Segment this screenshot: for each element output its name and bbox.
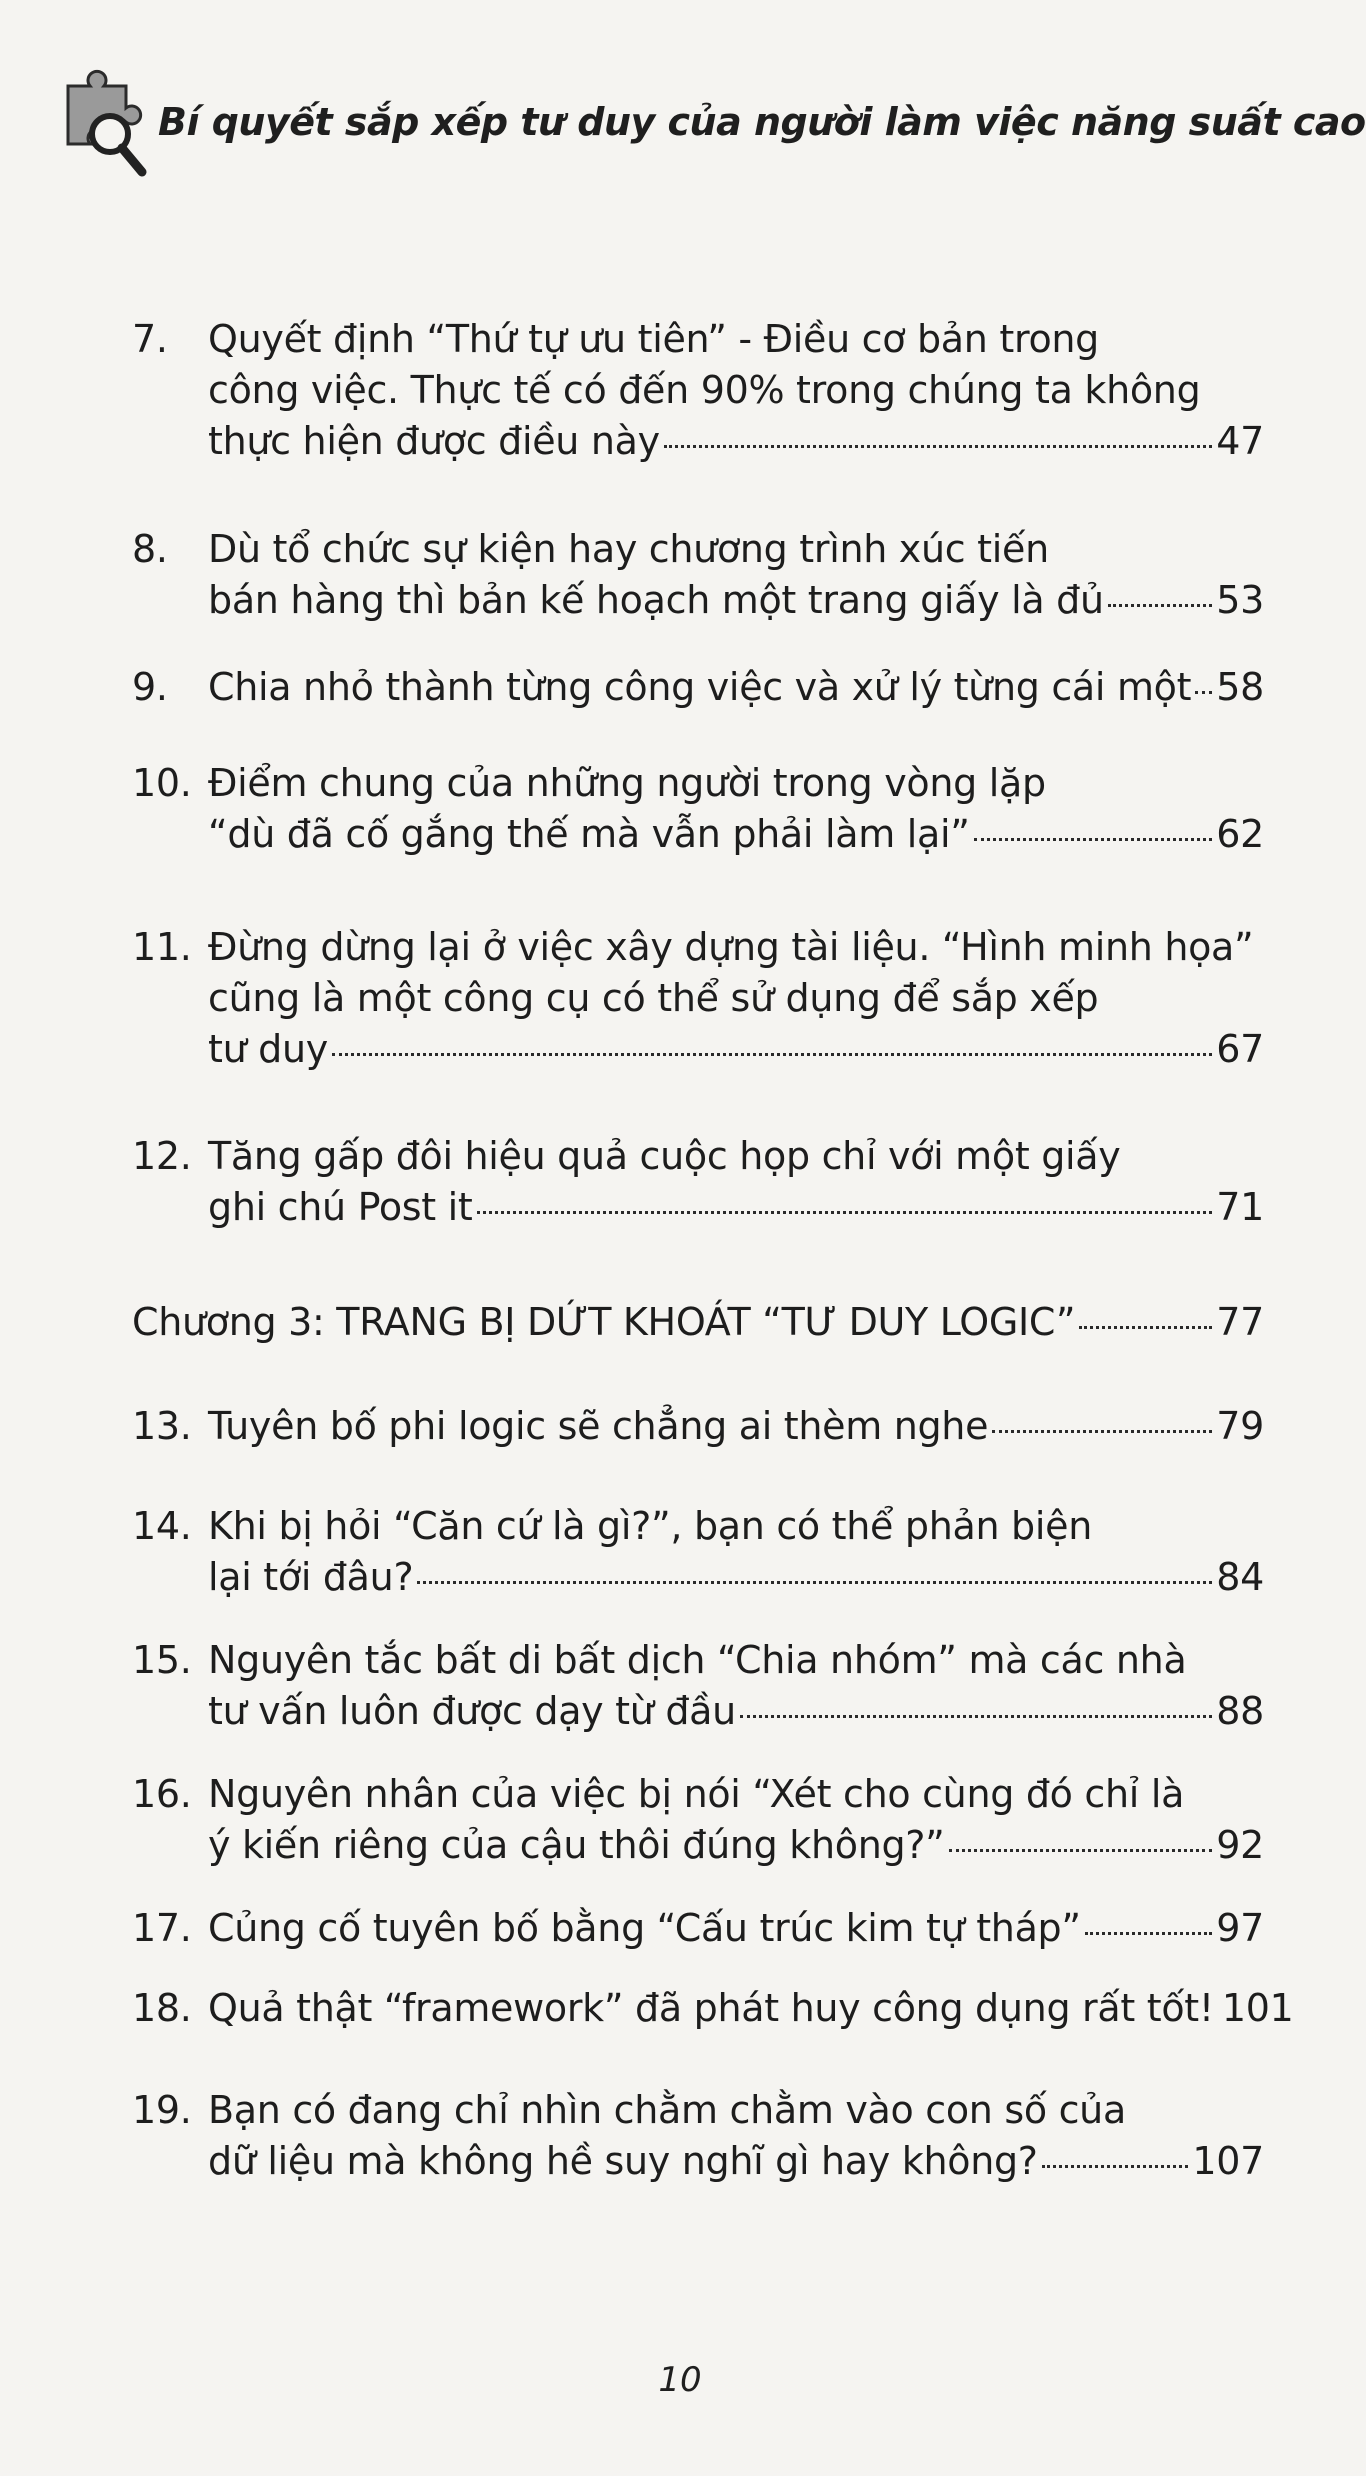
toc-entry-number: 10. (132, 761, 192, 805)
toc-page-number: 79 (1216, 1404, 1264, 1448)
toc-entry-text: dữ liệu mà không hề suy nghĩ gì hay không? (208, 2139, 1038, 2183)
dot-leader (949, 1849, 1213, 1852)
dot-leader (1042, 2165, 1189, 2168)
toc-page-number: 101 (1221, 1986, 1294, 2030)
dot-leader (1085, 1932, 1212, 1935)
toc-page-number: 88 (1216, 1689, 1264, 1733)
toc-entry-number: 8. (132, 527, 168, 571)
puzzle-magnifier-icon (58, 78, 148, 178)
page-number: 10 (658, 2360, 702, 2400)
toc-page-number: 77 (1216, 1300, 1264, 1344)
toc-entry-number: 16. (132, 1772, 192, 1816)
toc-entry-text: Bạn có đang chỉ nhìn chằm chằm vào con số của (208, 2088, 1126, 2132)
toc-entry-text: lại tới đâu? (208, 1555, 414, 1599)
dot-leader (1195, 691, 1212, 694)
toc-entry-text: cũng là một công cụ có thể sử dụng để sắp xếp (208, 976, 1099, 1020)
running-header-title: Bí quyết sắp xếp tư duy của người làm việc năng suất cao (158, 100, 1366, 144)
dot-leader (1079, 1326, 1212, 1329)
toc-entry-text: thực hiện được điều này (208, 419, 660, 463)
toc-entry-text: Đừng dừng lại ở việc xây dựng tài liệu. “Hình minh họa” (208, 925, 1254, 969)
toc-entry-number: 17. (132, 1906, 192, 1950)
dot-leader (332, 1053, 1212, 1056)
toc-entry-text: Tăng gấp đôi hiệu quả cuộc họp chỉ với một giấy (208, 1134, 1121, 1178)
toc-entry-text: tư vấn luôn được dạy từ đầu (208, 1689, 736, 1733)
running-header (58, 78, 1366, 188)
dot-leader (664, 445, 1212, 448)
toc-page-number: 71 (1216, 1185, 1264, 1229)
toc-page-number: 67 (1216, 1027, 1264, 1071)
toc-entry-text: Chia nhỏ thành từng công việc và xử lý từng cái một (208, 665, 1192, 709)
toc-page-number: 107 (1192, 2139, 1264, 2183)
dot-leader (992, 1430, 1212, 1433)
toc-page-number: 47 (1216, 419, 1264, 463)
dot-leader (974, 838, 1213, 841)
toc-entry-number: 7. (132, 317, 168, 361)
toc-entry-text: Quả thật “framework” đã phát huy công dụng rất tốt! (208, 1986, 1214, 2030)
toc-entry-text: Điểm chung của những người trong vòng lặp (208, 761, 1046, 805)
toc-entry-text: Dù tổ chức sự kiện hay chương trình xúc tiến (208, 527, 1049, 571)
toc-entry-text: tư duy (208, 1027, 328, 1071)
toc-entry-text: Nguyên tắc bất di bất dịch “Chia nhóm” mà các nhà (208, 1638, 1187, 1682)
toc-entry-text: Chương 3: TRANG BỊ DỨT KHOÁT “TƯ DUY LOGIC” (132, 1300, 1076, 1344)
toc-entry-text: Nguyên nhân của việc bị nói “Xét cho cùng đó chỉ là (208, 1772, 1185, 1816)
dot-leader (477, 1211, 1213, 1214)
toc-entry-number: 12. (132, 1134, 192, 1178)
dot-leader (417, 1581, 1212, 1584)
toc-entry-text: bán hàng thì bản kế hoạch một trang giấy là đủ (208, 578, 1104, 622)
toc-page-number: 58 (1216, 665, 1264, 709)
dot-leader (1108, 604, 1212, 607)
toc-entry-number: 11. (132, 925, 192, 969)
toc-page-number: 97 (1216, 1906, 1264, 1950)
toc-entry-text: “dù đã cố gắng thế mà vẫn phải làm lại” (208, 812, 970, 856)
toc-page-number: 92 (1216, 1823, 1264, 1867)
toc-entry-text: ý kiến riêng của cậu thôi đúng không?” (208, 1823, 945, 1867)
toc-page-number: 53 (1216, 578, 1264, 622)
toc-entry-text: Tuyên bố phi logic sẽ chẳng ai thèm nghe (208, 1404, 989, 1448)
toc-entry-text: ghi chú Post it (208, 1185, 473, 1229)
toc-entry-number: 13. (132, 1404, 192, 1448)
toc-entry-text: Củng cố tuyên bố bằng “Cấu trúc kim tự tháp” (208, 1906, 1081, 1950)
toc-entry-number: 14. (132, 1504, 192, 1548)
toc-entry-text: Khi bị hỏi “Căn cứ là gì?”, bạn có thể phản biện (208, 1504, 1092, 1548)
toc-entry-number: 9. (132, 665, 168, 709)
toc-page-number: 62 (1216, 812, 1264, 856)
toc-page-number: 84 (1216, 1555, 1264, 1599)
toc-entry-number: 18. (132, 1986, 192, 2030)
dot-leader (740, 1715, 1212, 1718)
toc-entry-text: Quyết định “Thứ tự ưu tiên” - Điều cơ bản trong (208, 317, 1099, 361)
toc-entry-text: công việc. Thực tế có đến 90% trong chúng ta không (208, 368, 1201, 412)
toc-entry-number: 15. (132, 1638, 192, 1682)
toc-entry-number: 19. (132, 2088, 192, 2132)
